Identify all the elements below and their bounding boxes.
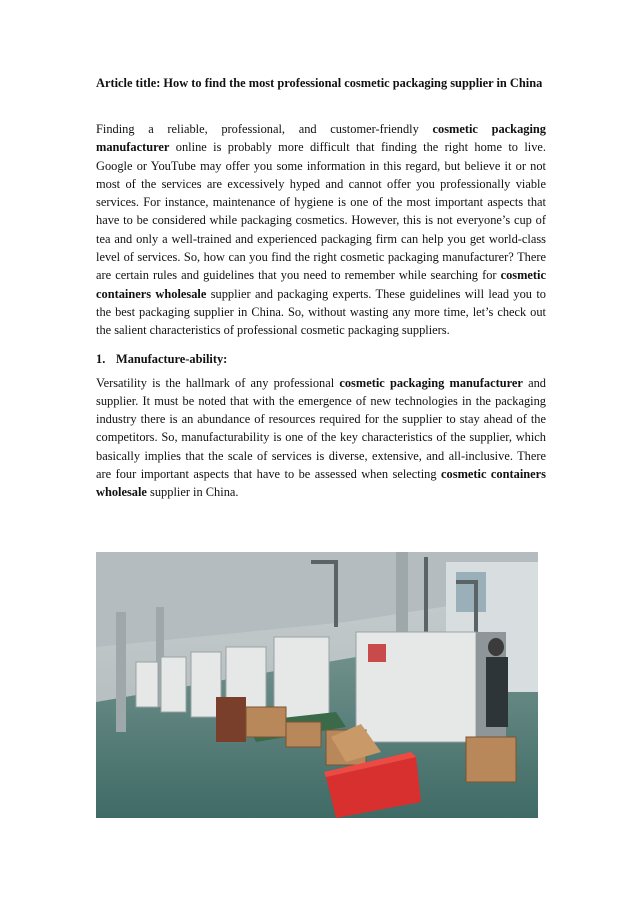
bold-keyword: cosmetic containers wholesale [96,268,546,301]
section-paragraph [96,374,546,502]
section-heading-text: Manufacture-ability: [116,351,228,366]
text-run: supplier in China. [146,485,239,500]
text-run: Versatility is the hallmark of any professional [96,375,340,390]
bold-keyword: cosmetic packaging manufacturer [96,122,546,155]
bold-keyword: cosmetic containers wholesale [96,467,546,500]
document-page [96,72,546,502]
bold-keyword: cosmetic packaging manufacturer [339,375,523,390]
text-run: online is probably more difficult that finding the right home to live. Google or YouTube may offer you some information in this regard, but believe it or not most of the services are excessively hyped and cannot offer you professionally viable services. For instance, maintenance of hygiene is one of the most important aspects that have to be considered while packaging cosmetics. However, this is not everyone’s cup of tea and only a well-trained and experienced packaging firm can help you get world-class level of services. So, how can you find the right cosmetic packaging manufacturer? There are certain rules and guidelines that you need to remember while searching for [96,140,546,283]
intro-paragraph [96,120,546,340]
section-number: 1. [96,351,106,366]
section-heading [96,350,546,368]
article-title: Article title: How to find the most professional cosmetic packaging supplier in China [96,76,543,90]
text-run: Finding a reliable, professional, and customer-friendly [96,122,433,136]
factory-photo [96,552,538,818]
text-run: and supplier. It must be noted that with the emergence of new technologies in the packaging industry there is an abundance of resources required for the supplier to stay ahead of the competitors. So, manufacturability is one of the key characteristics of the supplier, which basically implies that the scale of services is diverse, extensive, and all-inclusive. There are four important aspects that have to be assessed when selecting [96,375,546,482]
text-run: supplier and packaging experts. These guidelines will lead you to the best packaging supplier in China. So, without wasting any more time, let’s check out the salient characteristics of professional cosmetic packaging suppliers. [96,286,546,338]
